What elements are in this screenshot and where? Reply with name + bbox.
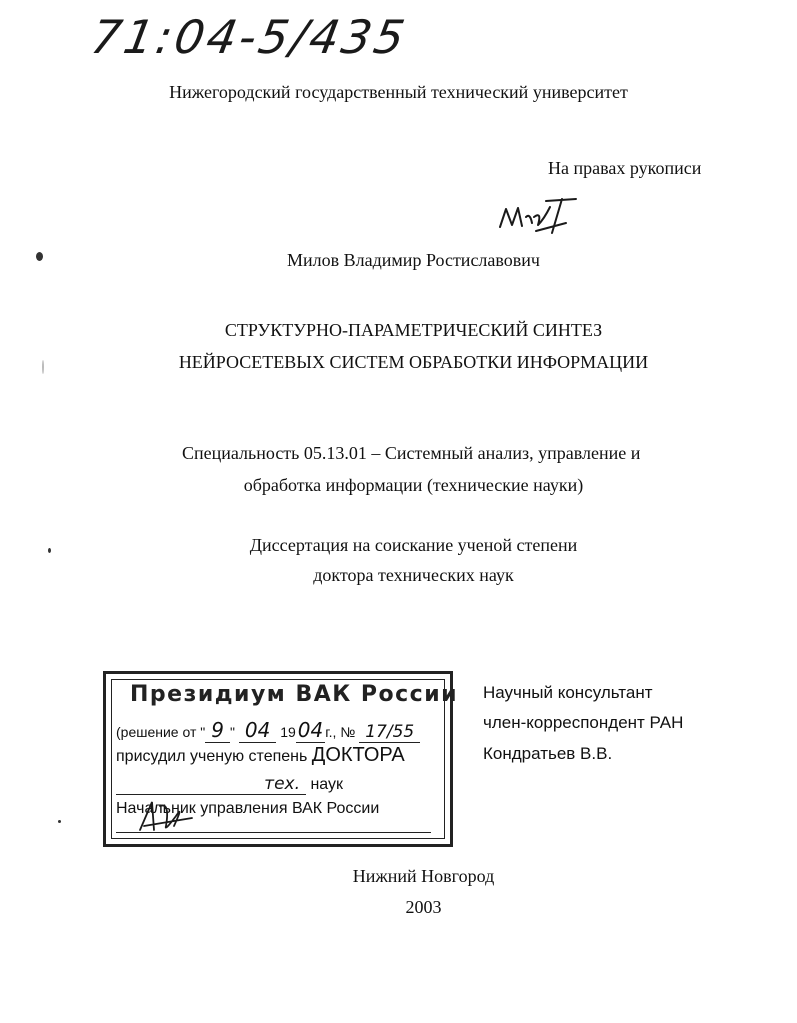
city: Нижний Новгород bbox=[352, 866, 495, 886]
stamp-science-row bbox=[116, 774, 343, 795]
stamp-decision-year-suffix: г., № bbox=[325, 724, 356, 740]
author-signature bbox=[492, 195, 582, 240]
stamp-decision-prefix: (решение от bbox=[116, 724, 197, 740]
stamp-decision-number: 17/55 bbox=[359, 722, 420, 743]
scan-speck bbox=[42, 360, 44, 374]
stamp-signature-line bbox=[116, 832, 431, 833]
scan-speck bbox=[48, 548, 51, 553]
stamp-official-signature bbox=[136, 796, 196, 834]
author-name: Милов Владимир Ростиславович bbox=[287, 250, 540, 270]
consultant-name: Кондратьев В.В. bbox=[483, 744, 613, 763]
stamp-decision-year: 04 bbox=[297, 718, 324, 742]
manuscript-note: На правах рукописи bbox=[548, 158, 702, 178]
university-name: Нижегородский государственный технический университет bbox=[169, 82, 628, 102]
stamp-degree-prefix: присудил ученую степень bbox=[116, 748, 308, 765]
specialty-line-1: Специальность 05.13.01 – Системный анализ, управление и bbox=[182, 443, 641, 463]
stamp-title: Президиум ВАК России bbox=[130, 682, 459, 707]
dissertation-type-line-1: Диссертация на соискание ученой степени bbox=[249, 535, 578, 555]
archive-number: 71:04-5/435 bbox=[87, 10, 412, 64]
stamp-science-suffix: наук bbox=[310, 776, 344, 793]
dissertation-title-line-2: НЕЙРОСЕТЕВЫХ СИСТЕМ ОБРАБОТКИ ИНФОРМАЦИИ bbox=[178, 352, 649, 372]
stamp-head-title: Начальник управления ВАК России bbox=[116, 800, 380, 817]
vak-stamp bbox=[103, 671, 459, 847]
scan-speck bbox=[58, 820, 61, 823]
stamp-degree: ДОКТОРА bbox=[311, 744, 405, 766]
specialty-line-2: обработка информации (технические науки) bbox=[243, 475, 584, 495]
dissertation-title-line-1: СТРУКТУРНО-ПАРАМЕТРИЧЕСКИЙ СИНТЕЗ bbox=[224, 320, 603, 340]
stamp-decision-century: 19 bbox=[280, 724, 296, 740]
year: 2003 bbox=[405, 897, 442, 917]
scan-speck bbox=[36, 252, 43, 261]
consultant-role: Научный консультант bbox=[483, 683, 653, 702]
stamp-science-handwritten: тех. bbox=[264, 774, 300, 794]
stamp-decision-day: 9 bbox=[205, 718, 230, 743]
stamp-decision-row: (решение от " 9 " 04 19 04 г., № 17/55 bbox=[116, 718, 420, 742]
dissertation-type-line-2: доктора технических наук bbox=[313, 565, 514, 585]
stamp-degree-row bbox=[116, 744, 405, 767]
consultant-rank: член-корреспондент РАН bbox=[483, 713, 684, 732]
stamp-decision-month: 04 bbox=[239, 718, 276, 743]
